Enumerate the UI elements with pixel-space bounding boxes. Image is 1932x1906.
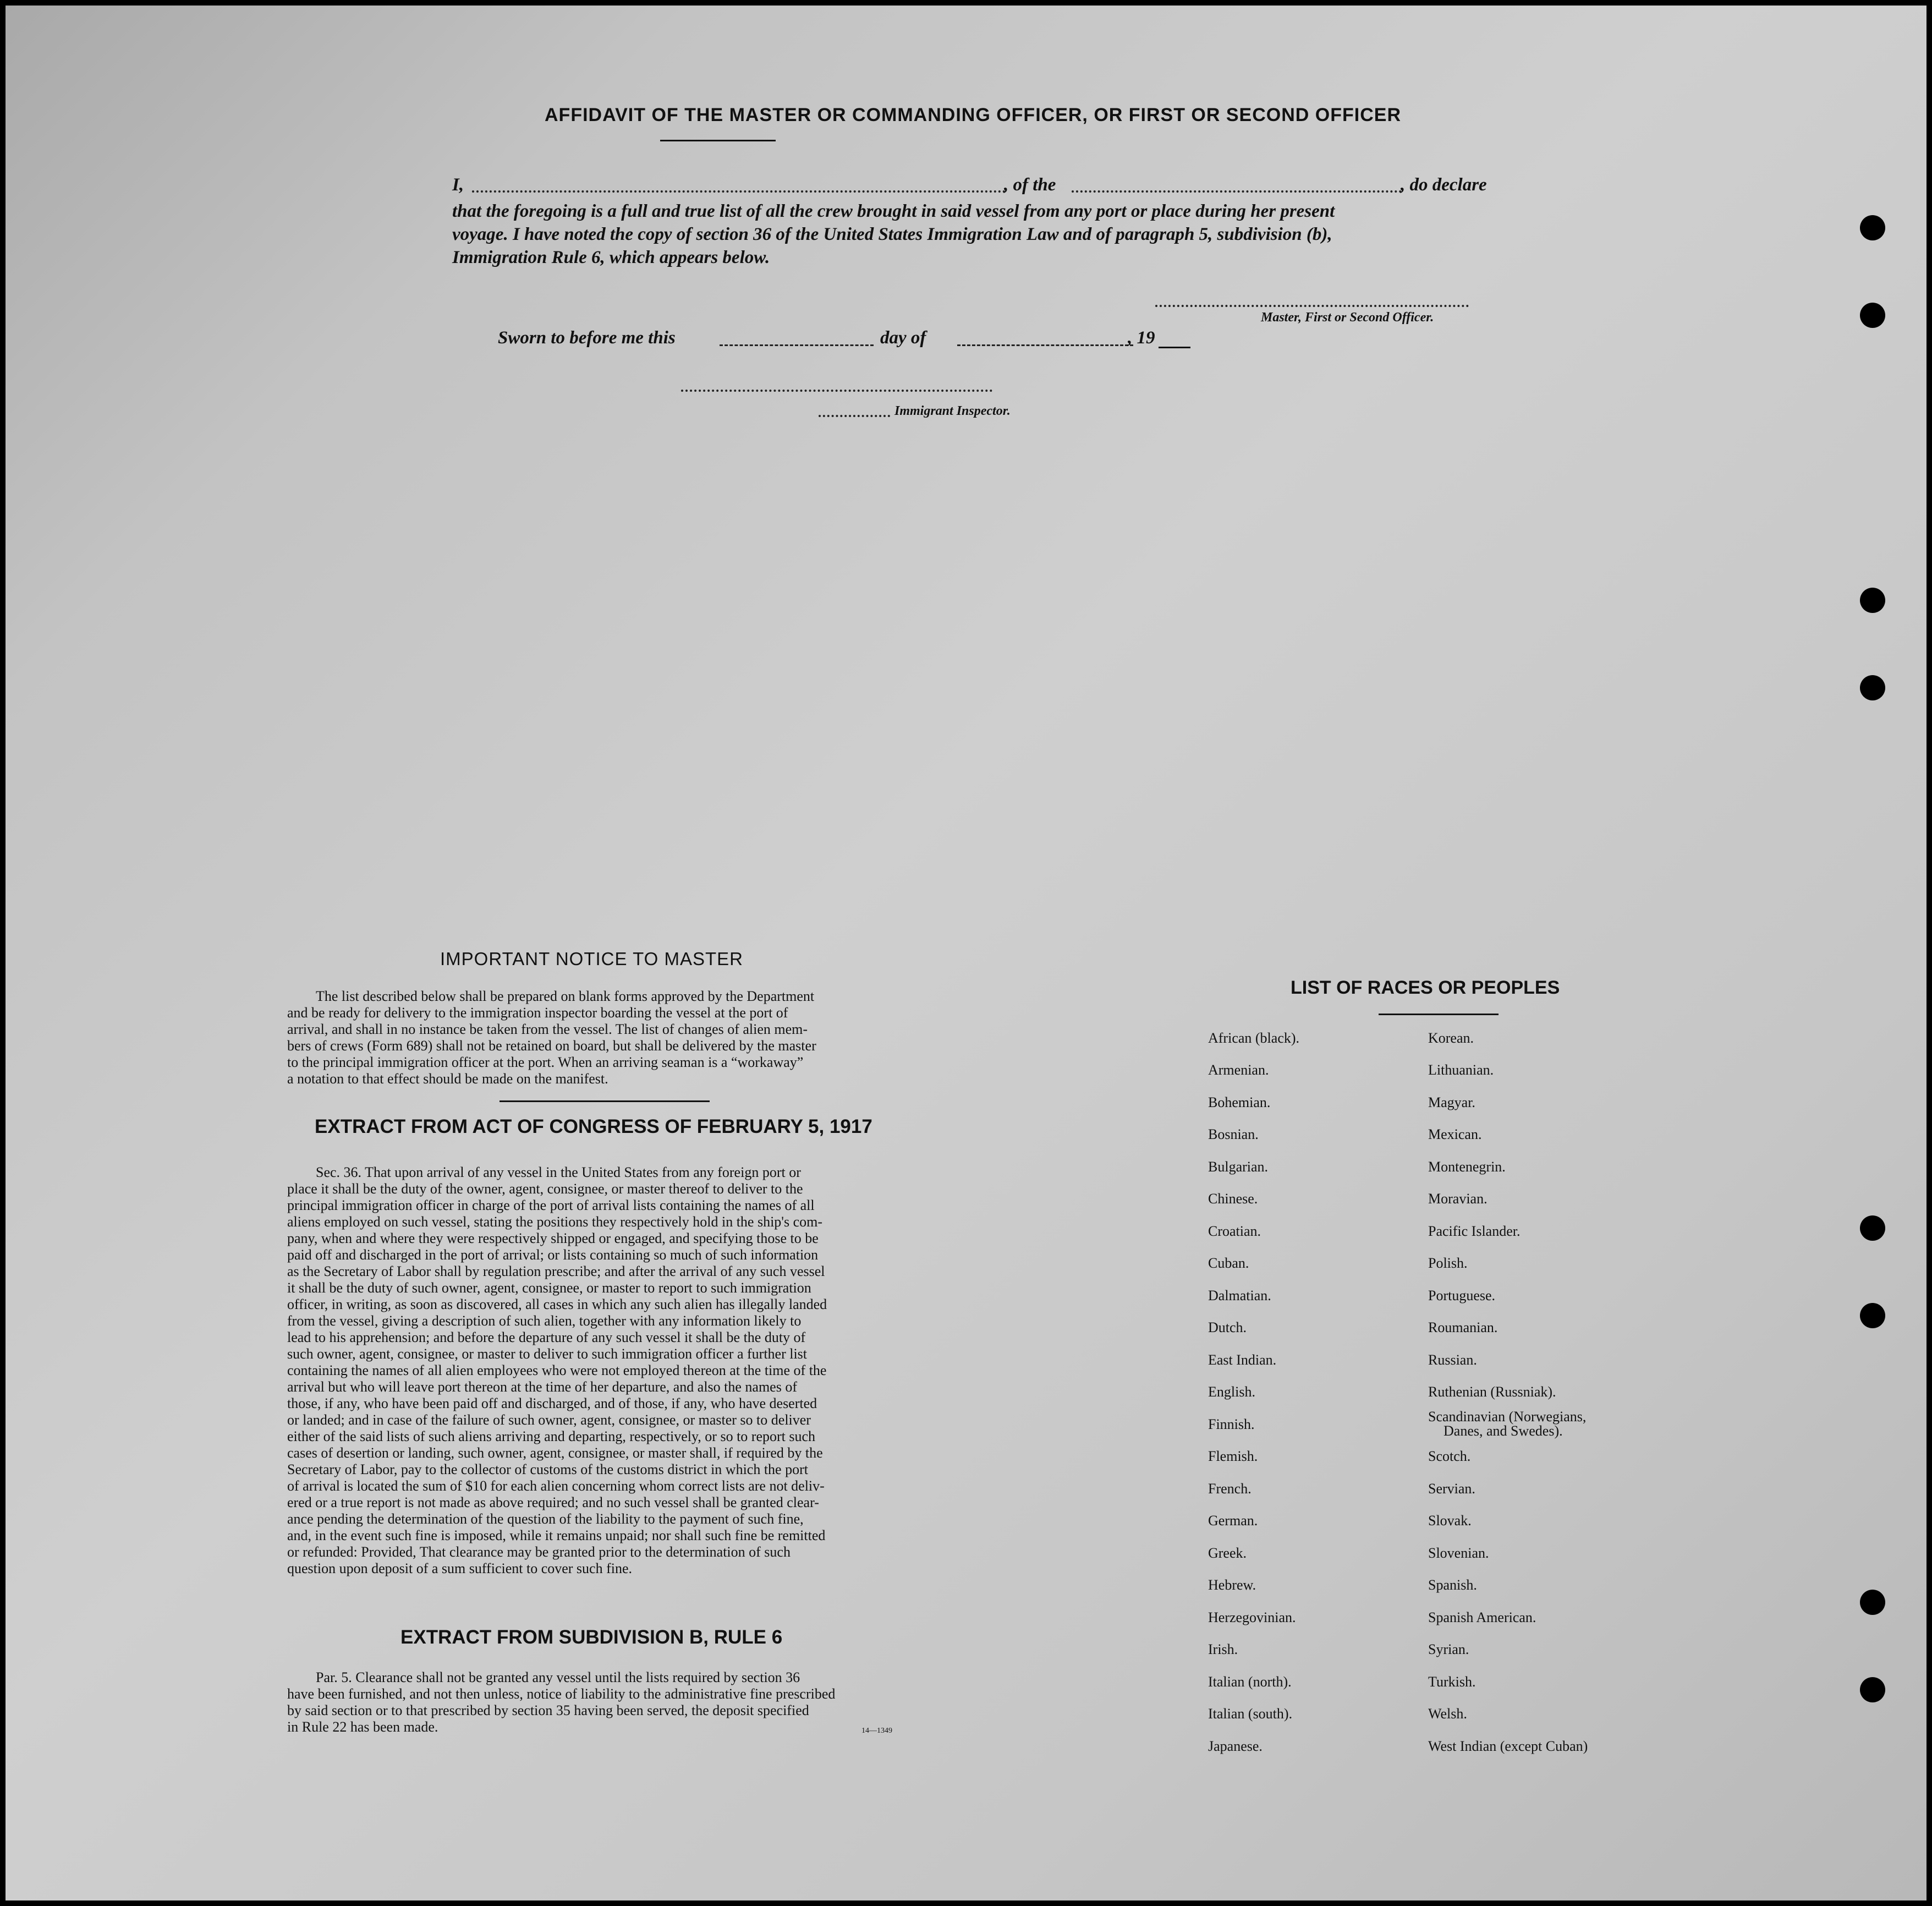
act-line: officer, in writing, as soon as discovered, all cases in which any such alien has illegally landed [287, 1296, 827, 1312]
notice-line: a notation to that effect should be made on the manifest. [287, 1071, 608, 1087]
act-line: from the vessel, giving a description of such alien, together with any information likely to [287, 1313, 802, 1329]
race-item: Flemish. [1208, 1448, 1258, 1464]
race-item: Italian (north). [1208, 1674, 1292, 1690]
race-item: Mexican. [1428, 1126, 1482, 1142]
act-line: pany, when and where they were respectively shipped or engaged, and specifying those to be [287, 1230, 819, 1246]
act-line: lead to his apprehension; and before the departure of any such vessel it shall be the duty of [287, 1329, 806, 1345]
rule-line: in Rule 22 has been made. [287, 1719, 438, 1735]
document-page [6, 6, 1926, 1900]
race-item: Cuban. [1208, 1255, 1249, 1271]
notice-title: IMPORTANT NOTICE TO MASTER [440, 949, 744, 969]
notice-line: and be ready for delivery to the immigration inspector boarding the vessel at the port of [287, 1005, 788, 1021]
notice-line: bers of crews (Form 689) shall not be retained on board, but shall be delivered by the master [287, 1038, 816, 1054]
act-line: Sec. 36. That upon arrival of any vessel in the United States from any foreign port or [316, 1164, 801, 1180]
act-line: aliens employed on such vessel, stating the positions they respectively hold in the ship's com- [287, 1214, 823, 1230]
notice-line: arrival, and shall in no instance be taken from the vessel. The list of changes of alien mem- [287, 1021, 808, 1037]
race-item: Welsh. [1428, 1706, 1467, 1722]
races-title: LIST OF RACES OR PEOPLES [1291, 977, 1560, 998]
race-item: German. [1208, 1513, 1258, 1529]
notice-text [287, 988, 921, 1087]
binder-hole [1860, 215, 1885, 240]
binder-hole [1860, 303, 1885, 328]
sworn-day-blank[interactable] [720, 344, 874, 346]
race-item: Slovak. [1428, 1513, 1472, 1529]
act-line: or refunded: Provided, That clearance may be granted prior to the determination of such [287, 1544, 791, 1560]
race-item: Armenian. [1208, 1062, 1269, 1078]
race-item: Herzegovinian. [1208, 1609, 1296, 1625]
act-line: such owner, agent, consignee, or master to deliver to such immigration officer a further list [287, 1346, 808, 1362]
race-item: Dalmatian. [1208, 1288, 1271, 1303]
extract-act-title: EXTRACT FROM ACT OF CONGRESS OF FEBRUARY 5, 1917 [315, 1116, 872, 1137]
race-item: West Indian (except Cuban) [1428, 1738, 1588, 1754]
rule-line: by said section or to that prescribed by section 35 having been served, the deposit specified [287, 1702, 809, 1718]
act-line: those, if any, who have been paid off and discharged, and of those, if any, who have deserted [287, 1395, 817, 1411]
sworn-day-of: day of [880, 328, 926, 348]
race-item: Bosnian. [1208, 1126, 1259, 1142]
title-underline [660, 140, 776, 141]
extract-act-text [287, 1164, 921, 1577]
race-item: Bulgarian. [1208, 1159, 1269, 1175]
race-item: Pacific Islander. [1428, 1223, 1521, 1239]
race-item: Syrian. [1428, 1641, 1469, 1657]
race-item-continuation: Danes, and Swedes). [1443, 1423, 1563, 1439]
inspector-signature-line[interactable] [681, 390, 992, 392]
race-item: English. [1208, 1384, 1255, 1400]
race-item: Chinese. [1208, 1191, 1258, 1207]
master-signature-line[interactable] [1155, 305, 1469, 307]
race-item: Finnish. [1208, 1416, 1255, 1432]
binder-hole [1860, 1677, 1885, 1702]
act-line: arrival but who will leave port thereon at the time of her departure, and also the names of [287, 1379, 797, 1395]
inspector-name-dots [819, 415, 890, 417]
act-line: place it shall be the duty of the owner, agent, consignee, or master thereof to deliver to the [287, 1181, 803, 1197]
race-item: East Indian. [1208, 1352, 1277, 1368]
sworn-month-blank[interactable] [957, 344, 1133, 346]
race-item: Slovenian. [1428, 1545, 1489, 1561]
affidavit-i-label: I, [452, 175, 464, 195]
rule-line: have been furnished, and not then unless, notice of liability to the administrative fine prescribed [287, 1686, 836, 1702]
extract-rule-text [287, 1669, 921, 1735]
race-item: Korean. [1428, 1030, 1474, 1046]
sworn-prefix: Sworn to before me this [498, 328, 676, 348]
sworn-year-blank[interactable] [1159, 347, 1190, 348]
race-item: Dutch. [1208, 1319, 1247, 1335]
affidavit-of-the: , of the [1004, 175, 1056, 195]
act-line: containing the names of all alien employees who were not employed thereon at the time of the [287, 1362, 827, 1378]
binder-hole [1860, 1590, 1885, 1615]
race-item: African (black). [1208, 1030, 1300, 1046]
race-item: Japanese. [1208, 1738, 1263, 1754]
rule-line: Par. 5. Clearance shall not be granted any vessel until the lists required by section 36 [316, 1669, 800, 1685]
binder-hole [1860, 1303, 1885, 1328]
act-line: as the Secretary of Labor shall by regulation prescribe; and after the arrival of any such vessel [287, 1263, 825, 1279]
affidavit-body-line-2: that the foregoing is a full and true list of all the crew brought in said vessel from any port or place during her present [452, 201, 1335, 221]
race-item: French. [1208, 1481, 1252, 1497]
race-item: Spanish. [1428, 1577, 1477, 1593]
notice-line: to the principal immigration officer at the port. When an arriving seaman is a “workaway” [287, 1054, 804, 1070]
affidavit-body-line-3: voyage. I have noted the copy of section 36 of the United States Immigration Law and of paragraph 5, subdivision (b), [452, 224, 1332, 244]
race-item: Turkish. [1428, 1674, 1476, 1690]
race-item: Magyar. [1428, 1094, 1475, 1110]
sworn-year: , 19 [1128, 328, 1155, 348]
race-item: Lithuanian. [1428, 1062, 1494, 1078]
act-line: paid off and discharged in the port of arrival; or lists containing so much of such information [287, 1247, 819, 1263]
race-item: Scotch. [1428, 1448, 1471, 1464]
race-item: Scandinavian (Norwegians, [1428, 1409, 1587, 1425]
race-item: Spanish American. [1428, 1609, 1536, 1625]
act-line: either of the said lists of such aliens arriving and departing, respectively, or so to report such [287, 1428, 816, 1444]
act-line: ered or a true report is not made as above required; and no such vessel shall be granted clear- [287, 1494, 819, 1510]
affidavit-body-line-4: Immigration Rule 6, which appears below. [452, 248, 770, 267]
race-item: Portuguese. [1428, 1288, 1496, 1303]
race-item: Moravian. [1428, 1191, 1488, 1207]
binder-hole [1860, 588, 1885, 613]
race-item: Italian (south). [1208, 1706, 1293, 1722]
form-code: 14—1349 [861, 1727, 892, 1735]
act-line: it shall be the duty of such owner, agent, consignee, or master to report to such immigration [287, 1280, 811, 1296]
affidavit-title: AFFIDAVIT OF THE MASTER OR COMMANDING OFFICER, OR FIRST OR SECOND OFFICER [545, 105, 1401, 125]
act-line: Secretary of Labor, pay to the collector of customs of the customs district in which the port [287, 1461, 808, 1477]
race-item: Montenegrin. [1428, 1159, 1506, 1175]
races-underline [1379, 1014, 1499, 1015]
act-line: of arrival is located the sum of $10 for each alien concerning whom correct lists are not deliv- [287, 1478, 825, 1494]
race-item: Russian. [1428, 1352, 1477, 1368]
affidavit-do-declare: , do declare [1401, 175, 1487, 195]
vessel-blank[interactable] [1072, 190, 1402, 193]
race-item: Servian. [1428, 1481, 1475, 1497]
race-item: Greek. [1208, 1545, 1247, 1561]
race-item: Ruthenian (Russniak). [1428, 1384, 1556, 1400]
act-line: and, in the event such fine is imposed, while it remains unpaid; nor shall such fine be remitted [287, 1527, 826, 1543]
act-line: ance pending the determination of the question of the liability to the payment of such fine, [287, 1511, 804, 1527]
inspector-label: Immigrant Inspector. [894, 404, 1011, 418]
race-item: Polish. [1428, 1255, 1468, 1271]
act-line: or landed; and in case of the failure of such owner, agent, consignee, or master so to deliver [287, 1412, 811, 1428]
act-line: question upon deposit of a sum sufficient to cover such fine. [287, 1560, 633, 1576]
race-item: Roumanian. [1428, 1319, 1498, 1335]
race-item: Croatian. [1208, 1223, 1261, 1239]
notice-line: The list described below shall be prepared on blank forms approved by the Department [316, 988, 815, 1004]
binder-hole [1860, 675, 1885, 700]
master-signature-label: Master, First or Second Officer. [1261, 310, 1434, 325]
act-line: principal immigration officer in charge of the port of arrival lists containing the names of all [287, 1197, 815, 1213]
act-line: cases of desertion or landing, such owner, agent, consignee, or master shall, if required by the [287, 1445, 823, 1461]
binder-hole [1860, 1215, 1885, 1241]
race-item: Irish. [1208, 1641, 1238, 1657]
extract-rule-title: EXTRACT FROM SUBDIVISION B, RULE 6 [400, 1626, 783, 1648]
race-item: Hebrew. [1208, 1577, 1256, 1593]
name-blank[interactable] [472, 190, 1006, 193]
notice-divider [500, 1100, 710, 1102]
race-item: Bohemian. [1208, 1094, 1271, 1110]
